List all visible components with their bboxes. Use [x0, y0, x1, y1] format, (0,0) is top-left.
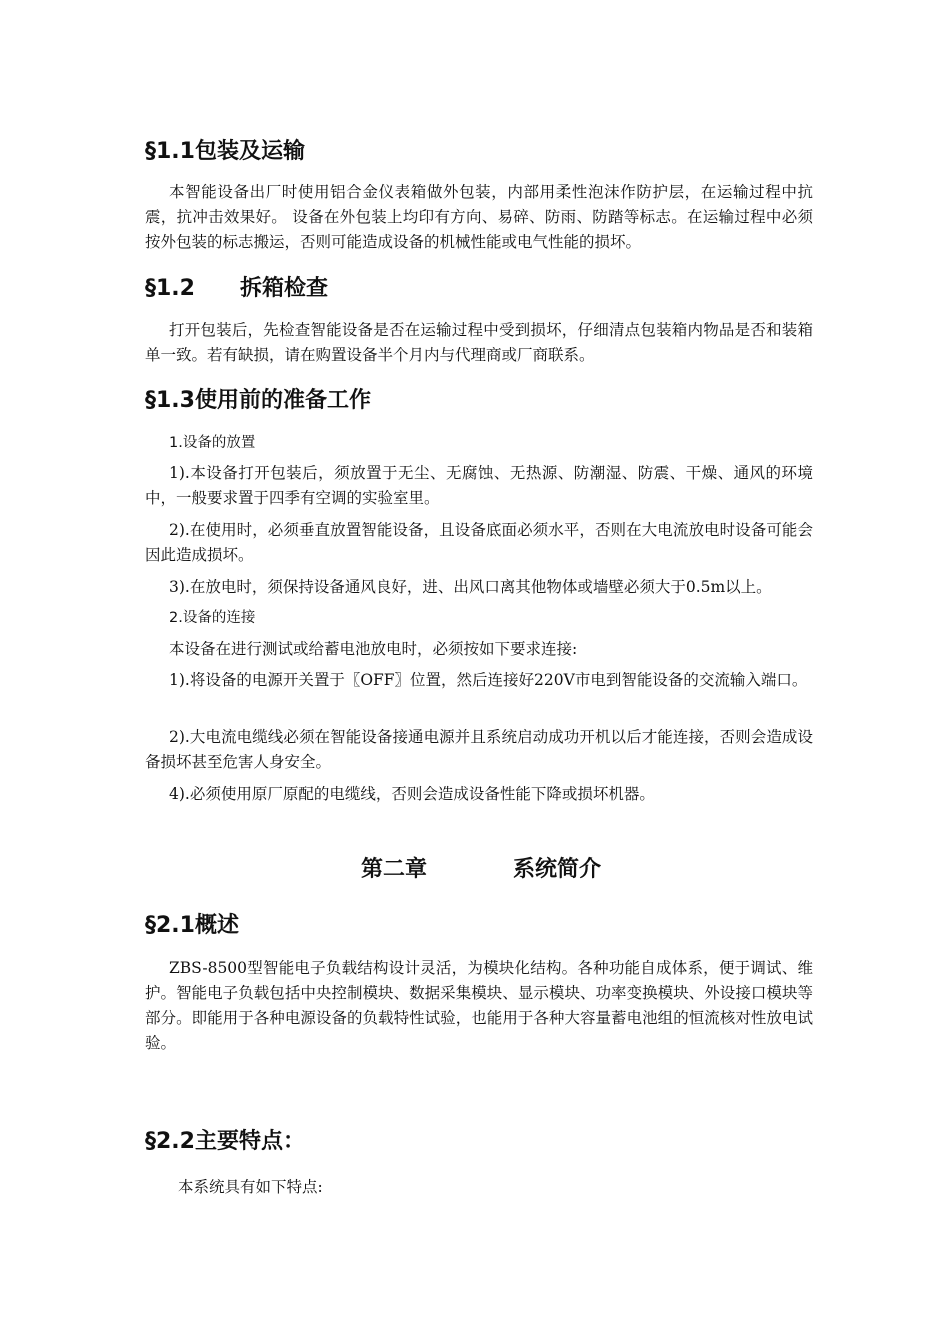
section-title: 包装及运输: [194, 139, 305, 164]
chapter-2-heading: [145, 856, 817, 884]
section-1-3-heading: [145, 387, 371, 415]
section-title: 概述: [194, 913, 239, 938]
chapter-label: 第二章: [360, 857, 427, 882]
connection-item-1: 1).将设备的电源开关置于〖OFF〗位置，然后连接好220V市电到智能设备的交流输入端口。: [169, 671, 808, 689]
placement-item-1: 1).本设备打开包装后，须放置于无尘、无腐蚀、无热源、防潮湿、防震、干燥、通风的环境中，一般要求置于四季有空调的实验室里。: [145, 464, 813, 507]
connection-item-4: 4).必须使用原厂原配的电缆线，否则会造成设备性能下降或损坏机器。: [169, 785, 655, 803]
connection-intro: 本设备在进行测试或给蓄电池放电时，必须按如下要求连接:: [169, 640, 578, 658]
section-number: §1.2: [145, 276, 195, 301]
section-2-1-heading: [145, 912, 239, 940]
section-title: 拆箱检查: [240, 276, 329, 301]
section-number: §1.3: [145, 388, 195, 413]
section-1-2-body: 打开包装后，先检查智能设备是否在运输过程中受到损坏，仔细清点包装箱内物品是否和装箱单一致。若有缺损，请在购置设备半个月内与代理商或厂商联系。: [145, 321, 813, 364]
section-title: 使用前的准备工作: [194, 388, 371, 413]
section-number: §1.1: [145, 139, 195, 164]
section-title: 主要特点：: [194, 1129, 305, 1154]
connection-item-2: 2).大电流电缆线必须在智能设备接通电源并且系统启动成功开机以后才能连接，否则会造成设备损坏甚至危害人身安全。: [145, 728, 813, 771]
placement-item-3: 3).在放电时，须保持设备通风良好，进、出风口离其他物体或墙壁必须大于0.5m以上。: [169, 578, 772, 596]
section-number: §2.1: [145, 913, 195, 938]
subheading-connection: 2.设备的连接: [169, 610, 256, 626]
placement-item-2: 2).在使用时，必须垂直放置智能设备，且设备底面必须水平，否则在大电流放电时设备可能会因此造成损坏。: [145, 521, 813, 564]
section-2-2-body: 本系统具有如下特点:: [178, 1178, 323, 1196]
subheading-placement: 1.设备的放置: [169, 435, 256, 451]
section-1-1-body: 本智能设备出厂时使用铝合金仪表箱做外包装，内部用柔性泡沫作防护层，在运输过程中抗震，抗冲击效果好。 设备在外包装上均印有方向、易碎、防雨、防踏等标志。在运输过程中必须按外包装的标志搬运，否则可能造成设备的机械性能或电气性能的损坏。: [145, 183, 813, 251]
section-1-1-heading: [145, 138, 305, 166]
section-2-2-heading: [145, 1128, 305, 1156]
section-1-2-heading: [145, 275, 328, 303]
chapter-title: 系统简介: [513, 857, 602, 882]
section-2-1-body: ZBS-8500型智能电子负载结构设计灵活，为模块化结构。各种功能自成体系，便于调试、维护。智能电子负载包括中央控制模块、数据采集模块、显示模块、功率变换模块、外设接口模块等部分。即能用于各种电源设备的负载特性试验，也能用于各种大容量蓄电池组的恒流核对性放电试验。: [145, 959, 813, 1052]
section-number: §2.2: [145, 1129, 195, 1154]
